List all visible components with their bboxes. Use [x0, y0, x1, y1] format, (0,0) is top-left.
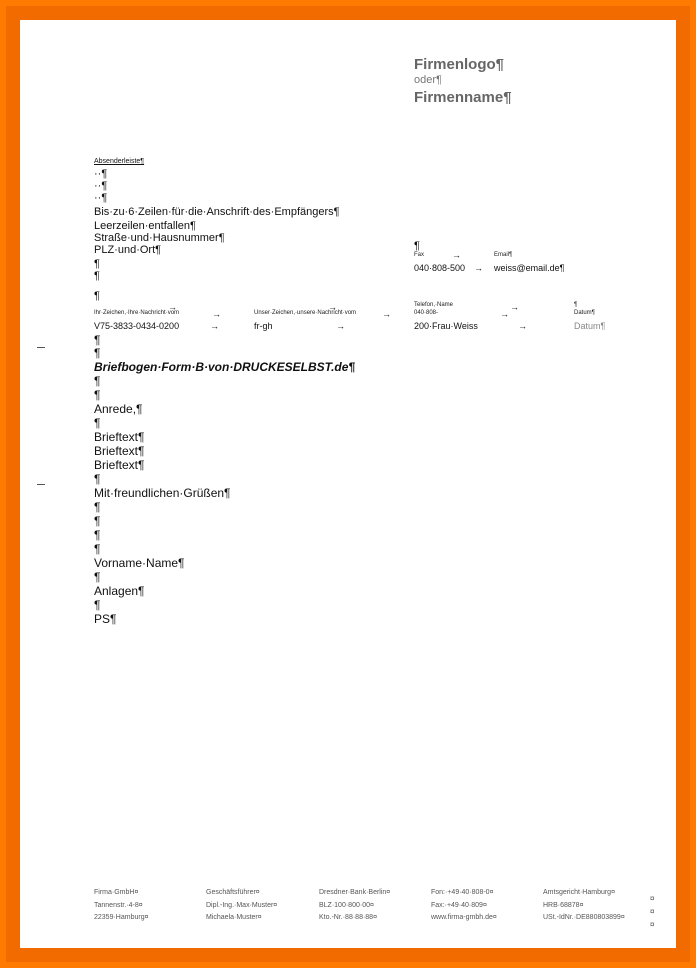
- body-line: ¶: [94, 333, 101, 347]
- fold-mark: [37, 347, 45, 348]
- tab-arrow-icon: →: [212, 309, 221, 319]
- tab-arrow-icon: →: [382, 309, 391, 319]
- body-text: Brieftext¶: [94, 458, 145, 472]
- footer-text: Michaela·Muster¤: [206, 914, 262, 921]
- body-line: ¶: [94, 598, 101, 612]
- telefon-label: Telefon,·Name: [414, 302, 454, 308]
- closing: Mit·freundlichen·Grüßen¶: [94, 486, 231, 500]
- address-line: Straße·und·Hausnummer¶: [94, 232, 225, 244]
- footer-text: Firma·GmbH¤: [94, 889, 139, 896]
- footer-text: BLZ·100·800·00¤: [319, 901, 374, 909]
- address-line: ¶: [94, 258, 100, 270]
- body-line: ¶: [94, 388, 101, 402]
- email-label: Email¶: [494, 252, 513, 258]
- body-line: ¶: [94, 500, 101, 514]
- footer-text: Fon:·+49·40·808-0¤: [431, 889, 494, 896]
- footer-text: 22359·Hamburg¤: [94, 914, 149, 921]
- unser-zeichen-value: fr-gh: [254, 321, 273, 331]
- footer-column-register: [543, 887, 625, 925]
- body-line: ¶: [94, 528, 101, 542]
- address-line: Bis·zu·6·Zeilen·für·die·Anschrift·des·Empfängers¶: [94, 206, 340, 218]
- footer-column-management: [206, 887, 277, 925]
- address-line: Leerzeilen·entfallen¶: [94, 220, 196, 232]
- address-line: ¶: [94, 270, 100, 282]
- body-line: ¶: [94, 346, 101, 360]
- address-line: ··¶: [94, 192, 108, 204]
- fax-label: Fax: [414, 252, 425, 258]
- logo-line-3: Firmenname¶: [414, 89, 512, 106]
- contact-pilcrow: ¶: [414, 240, 420, 252]
- datum-pilcrow: ¶: [574, 302, 578, 308]
- fold-mark: [37, 484, 45, 485]
- logo-line-2: oder¶: [414, 74, 442, 86]
- body-text: Brieftext¶: [94, 444, 145, 458]
- cell-end-mark: ¤: [650, 907, 655, 916]
- tab-arrow-icon: →: [210, 321, 219, 331]
- footer-column-company: [94, 887, 148, 925]
- footer-text: Geschäftsführer¤: [206, 889, 260, 896]
- sender-line: Absenderleiste¶: [94, 158, 145, 165]
- footer-text: Kto.-Nr.·88·88·88¤: [319, 914, 377, 921]
- body-line: ¶: [94, 542, 101, 556]
- telefon-value: 200·Frau·Weiss: [414, 321, 478, 331]
- attachments: Anlagen¶: [94, 584, 145, 598]
- footer-text: Dresdner·Bank·Berlin¤: [319, 889, 391, 896]
- tab-arrow-icon: →: [452, 250, 461, 260]
- telefon-label-2: 040·808-: [414, 310, 439, 316]
- footer-column-contact: [431, 887, 497, 925]
- body-line: ¶: [94, 570, 101, 584]
- body-line: ¶: [94, 514, 101, 528]
- tab-arrow-icon: →: [510, 302, 519, 312]
- ihr-zeichen-value: V75-3833-0434-0200: [94, 321, 180, 331]
- tab-arrow-icon: →: [518, 321, 527, 331]
- tab-arrow-icon: →: [474, 263, 483, 273]
- signature-name: Vorname·Name¶: [94, 556, 185, 570]
- tab-arrow-icon: →: [500, 309, 509, 319]
- fax-value: 040·808-500: [414, 263, 466, 273]
- subject-line: Briefbogen·Form·B·von·DRUCKESELBST.de¶: [94, 360, 356, 374]
- address-line: ··¶: [94, 180, 108, 192]
- footer-text: Dipl.-Ing.·Max·Muster¤: [206, 901, 278, 909]
- footer-text: USt.-IdNr.·DE880803899¤: [543, 914, 625, 921]
- postscript: PS¶: [94, 612, 117, 626]
- address-line: ¶: [94, 290, 100, 302]
- email-value: weiss@email.de¶: [494, 263, 565, 273]
- salutation: Anrede,¶: [94, 402, 143, 416]
- tab-arrow-icon: →: [328, 302, 337, 312]
- tab-arrow-icon: →: [336, 321, 345, 331]
- address-line: PLZ·und·Ort¶: [94, 244, 162, 256]
- datum-label: Datum¶: [574, 310, 595, 316]
- footer-text: www.firma-gmbh.de¤: [431, 914, 497, 921]
- body-text: Brieftext¶: [94, 430, 145, 444]
- cell-end-mark: ¤: [650, 920, 655, 929]
- footer-text: HRB·68878¤: [543, 901, 584, 909]
- datum-value: Datum¶: [574, 321, 606, 331]
- cell-end-mark: ¤: [650, 894, 655, 903]
- body-line: ¶: [94, 374, 101, 388]
- address-line: ··¶: [94, 168, 108, 180]
- logo-line-1: Firmenlogo¶: [414, 56, 505, 73]
- footer-column-bank: [319, 887, 390, 925]
- footer-text: Amtsgericht·Hamburg¤: [543, 889, 615, 896]
- footer-text: Fax:·+49·40·809¤: [431, 901, 487, 909]
- tab-arrow-icon: →: [168, 302, 177, 312]
- body-line: ¶: [94, 416, 101, 430]
- unser-zeichen-label: Unser·Zeichen,·unsere·Nachricht·vom: [254, 310, 357, 316]
- ihr-zeichen-label: Ihr·Zeichen,·Ihre·Nachricht·vom: [94, 310, 180, 316]
- letter-page: [20, 20, 676, 948]
- body-line: ¶: [94, 472, 101, 486]
- footer-text: Tannenstr.·4-8¤: [94, 901, 143, 909]
